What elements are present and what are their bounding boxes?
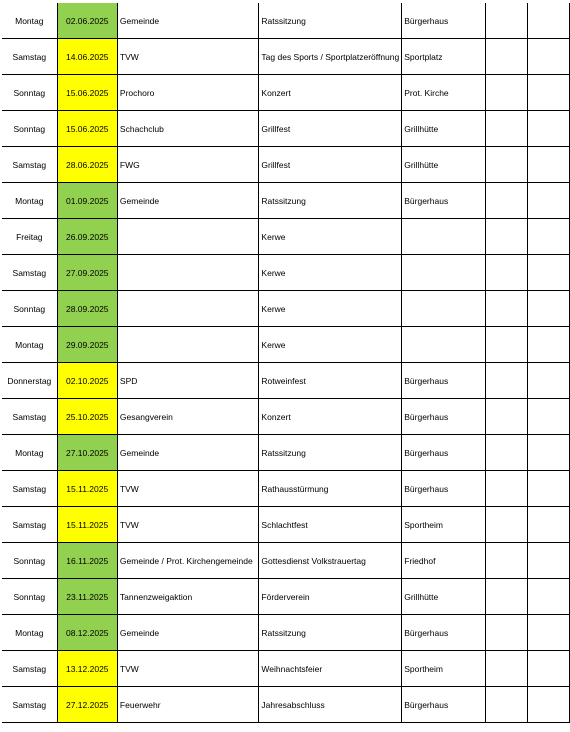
table-row [2, 399, 570, 435]
empty-cell[interactable] [485, 183, 527, 219]
organizer-cell[interactable]: FWG [117, 147, 259, 183]
event-cell[interactable]: Konzert [259, 75, 402, 111]
table-row [2, 39, 570, 75]
table-row [2, 543, 570, 579]
event-cell[interactable]: Kerwe [259, 291, 402, 327]
organizer-cell[interactable]: Gesangverein [117, 399, 259, 435]
table-row [2, 651, 570, 687]
empty-cell[interactable] [485, 543, 527, 579]
table-row [2, 363, 570, 399]
empty-cell[interactable] [485, 75, 527, 111]
day-cell[interactable]: Samstag [2, 471, 57, 507]
event-cell[interactable]: Gottesdienst Volkstrauertag [259, 543, 402, 579]
empty-cell[interactable] [485, 471, 527, 507]
date-cell[interactable]: 27.12.2025 [57, 687, 117, 723]
event-cell[interactable]: Tag des Sports / Sportplatzeröffnung [259, 39, 402, 75]
empty-cell[interactable] [485, 435, 527, 471]
organizer-cell[interactable]: TVW [117, 39, 259, 75]
date-cell[interactable]: 02.10.2025 [57, 363, 117, 399]
table-row [2, 615, 570, 651]
empty-cell[interactable] [485, 399, 527, 435]
location-cell[interactable]: Sportheim [402, 651, 486, 687]
location-cell[interactable] [402, 327, 486, 363]
empty-cell[interactable] [527, 147, 569, 183]
empty-cell[interactable] [485, 3, 527, 39]
date-cell[interactable]: 28.06.2025 [57, 147, 117, 183]
empty-cell[interactable] [485, 363, 527, 399]
empty-cell[interactable] [527, 615, 569, 651]
event-cell[interactable]: Grillfest [259, 147, 402, 183]
event-cell[interactable]: Grillfest [259, 111, 402, 147]
location-cell[interactable]: Bürgerhaus [402, 471, 486, 507]
events-table-body [2, 3, 570, 723]
empty-cell[interactable] [485, 615, 527, 651]
empty-cell[interactable] [527, 543, 569, 579]
empty-cell[interactable] [485, 579, 527, 615]
date-cell[interactable]: 23.11.2025 [57, 579, 117, 615]
location-cell[interactable]: Bürgerhaus [402, 183, 486, 219]
day-cell[interactable]: Samstag [2, 399, 57, 435]
day-cell[interactable]: Montag [2, 615, 57, 651]
table-row [2, 255, 570, 291]
empty-cell[interactable] [485, 507, 527, 543]
empty-cell[interactable] [527, 39, 569, 75]
day-cell[interactable]: Sonntag [2, 579, 57, 615]
table-row [2, 147, 570, 183]
date-cell[interactable]: 15.06.2025 [57, 111, 117, 147]
organizer-cell[interactable]: Gemeinde [117, 615, 259, 651]
organizer-cell[interactable] [117, 255, 259, 291]
empty-cell[interactable] [527, 507, 569, 543]
day-cell[interactable]: Samstag [2, 255, 57, 291]
event-cell[interactable]: Jahresabschluss [259, 687, 402, 723]
event-cell[interactable]: Förderverein [259, 579, 402, 615]
empty-cell[interactable] [527, 435, 569, 471]
organizer-cell[interactable]: SPD [117, 363, 259, 399]
empty-cell[interactable] [485, 219, 527, 255]
empty-cell[interactable] [527, 399, 569, 435]
day-cell[interactable]: Sonntag [2, 75, 57, 111]
empty-cell[interactable] [485, 147, 527, 183]
location-cell[interactable]: Bürgerhaus [402, 3, 486, 39]
date-cell[interactable]: 16.11.2025 [57, 543, 117, 579]
day-cell[interactable]: Montag [2, 327, 57, 363]
day-cell[interactable]: Samstag [2, 147, 57, 183]
event-cell[interactable]: Kerwe [259, 219, 402, 255]
date-cell[interactable]: 08.12.2025 [57, 615, 117, 651]
event-cell[interactable]: Kerwe [259, 327, 402, 363]
table-row [2, 327, 570, 363]
empty-cell[interactable] [485, 651, 527, 687]
location-cell[interactable]: Bürgerhaus [402, 399, 486, 435]
empty-cell[interactable] [485, 327, 527, 363]
empty-cell[interactable] [527, 291, 569, 327]
date-cell[interactable]: 27.09.2025 [57, 255, 117, 291]
organizer-cell[interactable]: Prochoro [117, 75, 259, 111]
table-row [2, 435, 570, 471]
event-cell[interactable]: Konzert [259, 399, 402, 435]
date-cell[interactable]: 28.09.2025 [57, 291, 117, 327]
table-row [2, 471, 570, 507]
empty-cell[interactable] [485, 291, 527, 327]
day-cell[interactable]: Samstag [2, 507, 57, 543]
day-cell[interactable]: Freitag [2, 219, 57, 255]
organizer-cell[interactable] [117, 219, 259, 255]
location-cell[interactable] [402, 291, 486, 327]
location-cell[interactable]: Grillhütte [402, 579, 486, 615]
date-cell[interactable]: 25.10.2025 [57, 399, 117, 435]
location-cell[interactable]: Sportplatz [402, 39, 486, 75]
empty-cell[interactable] [527, 579, 569, 615]
organizer-cell[interactable]: Gemeinde [117, 3, 259, 39]
date-cell[interactable]: 15.11.2025 [57, 471, 117, 507]
date-cell[interactable]: 14.06.2025 [57, 39, 117, 75]
organizer-cell[interactable]: Tannenzweigaktion [117, 579, 259, 615]
empty-cell[interactable] [527, 75, 569, 111]
empty-cell[interactable] [527, 471, 569, 507]
organizer-cell[interactable]: Gemeinde [117, 435, 259, 471]
day-cell[interactable]: Sonntag [2, 291, 57, 327]
table-row [2, 183, 570, 219]
date-cell[interactable]: 26.09.2025 [57, 219, 117, 255]
organizer-cell[interactable]: Feuerwehr [117, 687, 259, 723]
event-cell[interactable]: Ratssitzung [259, 435, 402, 471]
empty-cell[interactable] [485, 111, 527, 147]
day-cell[interactable]: Samstag [2, 651, 57, 687]
empty-cell[interactable] [527, 687, 569, 723]
event-cell[interactable]: Ratssitzung [259, 615, 402, 651]
empty-cell[interactable] [485, 687, 527, 723]
empty-cell[interactable] [527, 327, 569, 363]
event-cell[interactable]: Schlachtfest [259, 507, 402, 543]
event-cell[interactable]: Kerwe [259, 255, 402, 291]
day-cell[interactable]: Sonntag [2, 111, 57, 147]
empty-cell[interactable] [527, 111, 569, 147]
table-row [2, 3, 570, 39]
location-cell[interactable] [402, 255, 486, 291]
table-row [2, 111, 570, 147]
date-cell[interactable]: 15.06.2025 [57, 75, 117, 111]
date-cell[interactable]: 29.09.2025 [57, 327, 117, 363]
empty-cell[interactable] [527, 219, 569, 255]
organizer-cell[interactable] [117, 291, 259, 327]
date-cell[interactable]: 01.09.2025 [57, 183, 117, 219]
organizer-cell[interactable]: TVW [117, 507, 259, 543]
organizer-cell[interactable]: Gemeinde [117, 183, 259, 219]
table-row [2, 291, 570, 327]
empty-cell[interactable] [527, 183, 569, 219]
organizer-cell[interactable]: TVW [117, 651, 259, 687]
location-cell[interactable]: Friedhof [402, 543, 486, 579]
empty-cell[interactable] [527, 363, 569, 399]
day-cell[interactable]: Sonntag [2, 543, 57, 579]
date-cell[interactable]: 15.11.2025 [57, 507, 117, 543]
location-cell[interactable]: Grillhütte [402, 111, 486, 147]
date-cell[interactable]: 02.06.2025 [57, 3, 117, 39]
date-cell[interactable]: 13.12.2025 [57, 651, 117, 687]
organizer-cell[interactable] [117, 327, 259, 363]
organizer-cell[interactable]: Schachclub [117, 111, 259, 147]
location-cell[interactable]: Bürgerhaus [402, 615, 486, 651]
event-cell[interactable]: Rotweinfest [259, 363, 402, 399]
table-row [2, 507, 570, 543]
location-cell[interactable]: Bürgerhaus [402, 687, 486, 723]
location-cell[interactable]: Prot. Kirche [402, 75, 486, 111]
location-cell[interactable]: Grillhütte [402, 147, 486, 183]
location-cell[interactable]: Sportheim [402, 507, 486, 543]
empty-cell[interactable] [527, 255, 569, 291]
event-cell[interactable]: Ratssitzung [259, 183, 402, 219]
location-cell[interactable] [402, 219, 486, 255]
empty-cell[interactable] [527, 651, 569, 687]
day-cell[interactable]: Samstag [2, 39, 57, 75]
day-cell[interactable]: Montag [2, 435, 57, 471]
empty-cell[interactable] [485, 255, 527, 291]
day-cell[interactable]: Donnerstag [2, 363, 57, 399]
organizer-cell[interactable]: Gemeinde / Prot. Kirchengemeinde [117, 543, 259, 579]
event-cell[interactable]: Ratssitzung [259, 3, 402, 39]
event-cell[interactable]: Weihnachtsfeier [259, 651, 402, 687]
empty-cell[interactable] [527, 3, 569, 39]
table-row [2, 219, 570, 255]
table-row [2, 579, 570, 615]
table-row [2, 687, 570, 723]
table-row [2, 75, 570, 111]
location-cell[interactable]: Bürgerhaus [402, 435, 486, 471]
event-cell[interactable]: Rathausstürmung [259, 471, 402, 507]
empty-cell[interactable] [485, 39, 527, 75]
organizer-cell[interactable]: TVW [117, 471, 259, 507]
day-cell[interactable]: Samstag [2, 687, 57, 723]
day-cell[interactable]: Montag [2, 183, 57, 219]
date-cell[interactable]: 27.10.2025 [57, 435, 117, 471]
events-table [2, 3, 570, 723]
location-cell[interactable]: Bürgerhaus [402, 363, 486, 399]
day-cell[interactable]: Montag [2, 3, 57, 39]
